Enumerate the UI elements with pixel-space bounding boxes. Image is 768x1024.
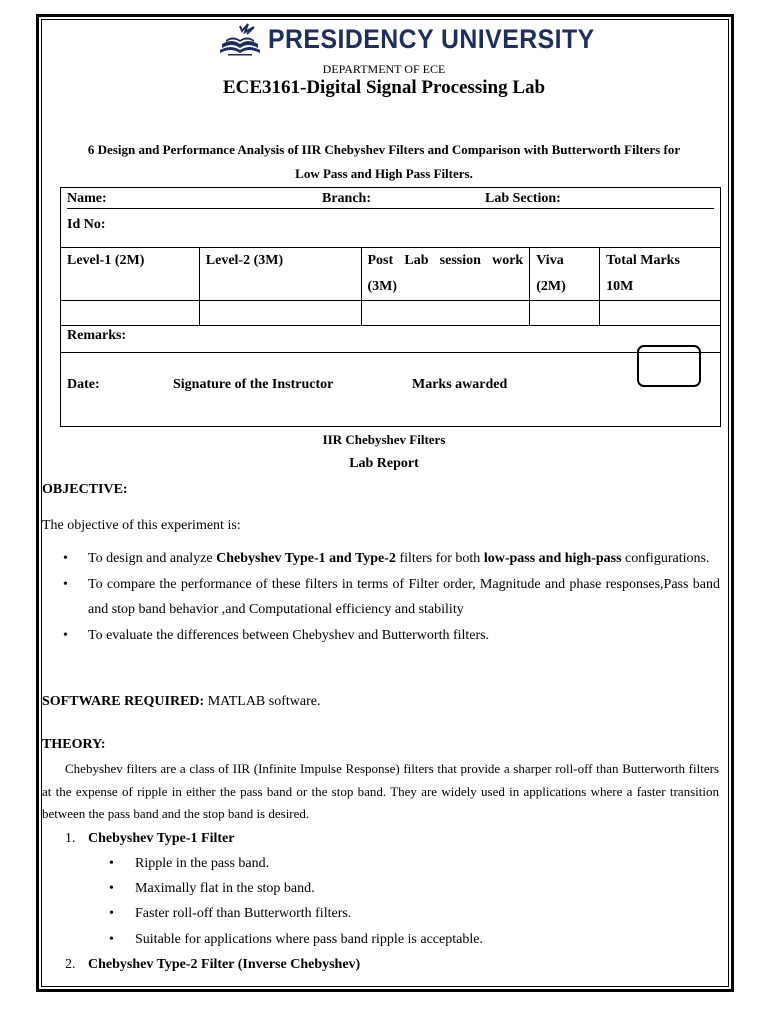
objective-item-2: • To compare the performance of these filters in terms of Filter order, Magnitude and phase responses,Pass band and stop band behavior ,and Computational efficiency and stability xyxy=(42,572,720,623)
post-lab-header-line2: (3M) xyxy=(367,279,398,294)
report-heading-1: IIR Chebyshev Filters xyxy=(322,432,446,447)
type1-point-4: • Suitable for applications where pass band ripple is acceptable. xyxy=(109,932,483,947)
type1-point-1: • Ripple in the pass band. xyxy=(109,856,270,871)
theory-heading: THEORY: xyxy=(42,737,106,752)
viva-score-cell[interactable] xyxy=(530,301,600,326)
experiment-title xyxy=(52,138,716,186)
post-lab-header-line1: Post Lab session work xyxy=(367,253,524,268)
bullet-icon: • xyxy=(63,576,68,592)
post-lab-score-cell[interactable] xyxy=(361,301,530,326)
university-logo xyxy=(218,20,623,58)
total-score-cell[interactable] xyxy=(600,301,721,326)
level1-score-cell[interactable] xyxy=(61,301,200,326)
type1-point-2: • Maximally flat in the stop band. xyxy=(109,881,315,896)
viva-header-line1: Viva xyxy=(536,253,564,268)
marks-awarded-box[interactable] xyxy=(637,345,701,387)
theory-item-1: 1. Chebyshev Type-1 Filter xyxy=(65,831,235,846)
course-title: ECE3161-Digital Signal Processing Lab xyxy=(222,77,546,98)
total-marks-header-line1: Total Marks xyxy=(606,253,680,268)
signature-label: Signature of the Instructor xyxy=(173,377,334,392)
book-emblem-icon xyxy=(218,22,262,56)
marks-table xyxy=(60,187,721,427)
objective-intro: The objective of this experiment is: xyxy=(42,518,241,533)
branch-label: Branch: xyxy=(322,191,371,206)
objective-item-3: • To evaluate the differences between Chebyshev and Butterworth filters. xyxy=(42,623,720,649)
bullet-icon: • xyxy=(63,627,68,643)
bullet-icon: • xyxy=(109,932,114,947)
software-required xyxy=(42,694,320,710)
type1-point-3: • Faster roll-off than Butterworth filters. xyxy=(109,906,352,921)
bullet-icon: • xyxy=(63,551,68,566)
department-name: DEPARTMENT OF ECE xyxy=(322,62,446,76)
theory-paragraph: Chebyshev filters are a class of IIR (Infinite Impulse Response) filters that provide a sharper roll-off than Butterworth filters at the expense of ripple in either the pass band or the stop band. They are widely used in applications where a faster transition between the pass band and the stop band is desired. xyxy=(42,761,719,822)
software-label: SOFTWARE REQUIRED: xyxy=(42,694,205,709)
total-marks-header xyxy=(600,248,721,301)
viva-header xyxy=(530,248,600,301)
bullet-icon: • xyxy=(109,856,114,871)
total-marks-header-line2: 10M xyxy=(606,279,634,294)
post-lab-header xyxy=(361,248,530,301)
viva-header-line2: (2M) xyxy=(536,279,566,294)
level2-score-cell[interactable] xyxy=(199,301,361,326)
report-heading-2: Lab Report xyxy=(349,456,419,471)
objective-heading: OBJECTIVE: xyxy=(42,482,128,497)
name-label: Name: xyxy=(67,191,107,206)
experiment-title-line2: Low Pass and High Pass Filters. xyxy=(295,166,473,181)
logo-text: PRESIDENCY UNIVERSITY xyxy=(268,23,595,54)
bullet-icon: • xyxy=(109,881,114,896)
date-label: Date: xyxy=(67,377,100,392)
objective-list xyxy=(42,546,720,648)
objective-item-1: • To design and analyze Chebyshev Type-1 and Type-2 filters for both low-pass and high-pass configurations. xyxy=(42,546,720,572)
remarks-label: Remarks: xyxy=(61,326,721,353)
experiment-title-line1: 6 Design and Performance Analysis of IIR Chebyshev Filters and Comparison with Butterworth Filters for xyxy=(87,142,681,157)
bullet-icon: • xyxy=(109,906,114,921)
software-value: MATLAB software. xyxy=(204,694,321,709)
level2-header: Level-2 (3M) xyxy=(199,248,361,301)
marks-awarded-label: Marks awarded xyxy=(412,377,508,392)
level1-header: Level-1 (2M) xyxy=(61,248,200,301)
id-label: Id No: xyxy=(61,210,721,248)
lab-section-label: Lab Section: xyxy=(485,191,561,206)
theory-item-2: 2. Chebyshev Type-2 Filter (Inverse Chebyshev) xyxy=(65,957,361,972)
